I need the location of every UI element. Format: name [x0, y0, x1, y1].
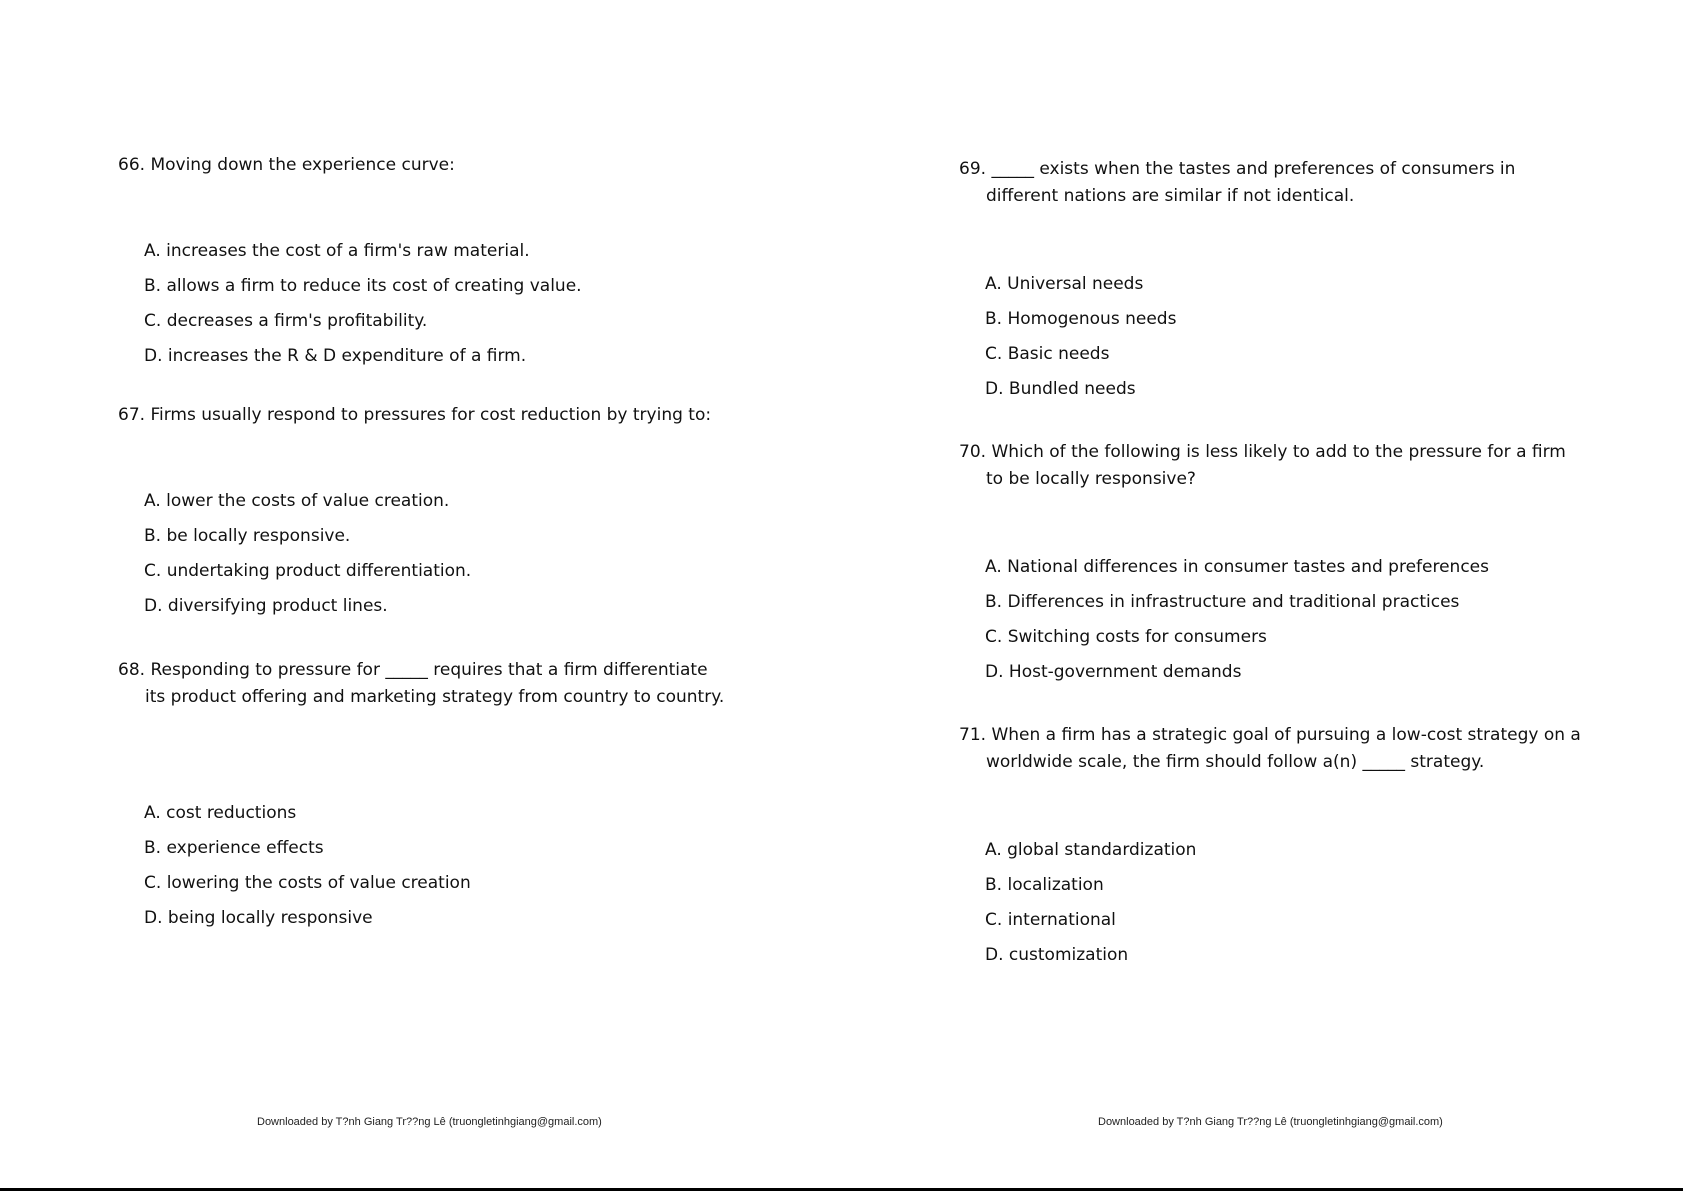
option-d[interactable] [144, 907, 373, 929]
option-a[interactable] [144, 802, 296, 824]
option-text: customization [1008, 945, 1129, 965]
question-69 [959, 156, 1599, 399]
option-text: localization [1007, 875, 1104, 895]
option-text: National differences in consumer tastes and preferences [1007, 557, 1489, 577]
option-text: experience effects [166, 838, 324, 858]
option-text: undertaking product differentiation. [166, 561, 472, 581]
option-letter: C. [985, 910, 1003, 930]
option-d[interactable] [985, 661, 1241, 683]
download-footer-right: Downloaded by T?nh Giang Tr??ng Lê (truongletinhgiang@gmail.com) [1098, 1116, 1443, 1128]
option-letter: A. [985, 557, 1002, 577]
option-text: Basic needs [1007, 344, 1110, 364]
option-text: Universal needs [1007, 274, 1144, 294]
option-letter: A. [985, 274, 1002, 294]
option-letter: C. [144, 311, 162, 331]
question-text: _____ exists when the tastes and preferences of consumers in different nations are similar if not identical. [986, 159, 1516, 206]
option-letter: C. [144, 873, 162, 893]
question-stem [959, 156, 1546, 210]
option-d[interactable] [985, 944, 1128, 966]
question-text: Which of the following is less likely to add to the pressure for a firm to be locally responsive? [986, 442, 1566, 489]
option-text: international [1007, 910, 1116, 930]
option-a[interactable] [144, 240, 530, 262]
option-letter: B. [144, 838, 162, 858]
question-number: 70. [959, 442, 987, 462]
question-stem [959, 722, 1606, 776]
option-c[interactable] [144, 310, 427, 332]
option-b[interactable] [144, 275, 582, 297]
question-number: 71. [959, 725, 987, 745]
question-number: 66. [118, 155, 146, 175]
option-b[interactable] [985, 591, 1459, 613]
option-d[interactable] [144, 595, 388, 617]
option-text: global standardization [1007, 840, 1197, 860]
option-a[interactable] [985, 556, 1489, 578]
option-text: lowering the costs of value creation [166, 873, 471, 893]
question-70 [959, 439, 1599, 682]
option-a[interactable] [985, 839, 1196, 861]
option-letter: C. [144, 561, 162, 581]
question-stem [959, 439, 1586, 493]
option-text: Differences in infrastructure and traditional practices [1007, 592, 1460, 612]
option-text: lower the costs of value creation. [166, 491, 450, 511]
option-letter: C. [985, 627, 1003, 647]
question-71 [959, 722, 1599, 965]
question-number: 69. [959, 159, 987, 179]
option-text: be locally responsive. [166, 526, 351, 546]
question-number: 67. [118, 405, 146, 425]
option-c[interactable] [144, 560, 471, 582]
option-c[interactable] [985, 343, 1109, 365]
question-text: Responding to pressure for _____ requires that a firm differentiate its product offering and marketing strategy from country to country. [145, 660, 725, 707]
option-letter: A. [985, 840, 1002, 860]
question-text: Moving down the experience curve: [150, 155, 455, 175]
option-text: Homogenous needs [1007, 309, 1177, 329]
option-letter: B. [985, 592, 1003, 612]
option-letter: B. [985, 309, 1003, 329]
option-c[interactable] [985, 909, 1116, 931]
question-text: Firms usually respond to pressures for cost reduction by trying to: [150, 405, 712, 425]
option-text: cost reductions [166, 803, 297, 823]
option-d[interactable] [985, 378, 1136, 400]
question-text: When a firm has a strategic goal of pursuing a low-cost strategy on a worldwide scale, the firm should follow a(n) _____ strategy. [986, 725, 1581, 772]
option-text: increases the cost of a firm's raw material. [166, 241, 530, 261]
question-stem [118, 152, 745, 179]
option-letter: B. [144, 276, 162, 296]
option-letter: A. [144, 491, 161, 511]
option-text: Bundled needs [1008, 379, 1136, 399]
option-letter: B. [985, 875, 1003, 895]
option-a[interactable] [985, 273, 1143, 295]
option-letter: D. [985, 662, 1004, 682]
option-letter: B. [144, 526, 162, 546]
option-letter: D. [985, 379, 1004, 399]
option-text: Switching costs for consumers [1007, 627, 1267, 647]
option-letter: A. [144, 241, 161, 261]
option-text: decreases a firm's profitability. [166, 311, 428, 331]
question-stem [118, 657, 725, 711]
option-b[interactable] [144, 837, 324, 859]
question-number: 68. [118, 660, 146, 680]
option-text: allows a firm to reduce its cost of creating value. [166, 276, 582, 296]
option-letter: D. [144, 346, 163, 366]
question-67 [118, 402, 718, 616]
question-66 [118, 152, 718, 366]
option-text: Host-government demands [1008, 662, 1242, 682]
option-text: diversifying product lines. [167, 596, 388, 616]
download-footer-left: Downloaded by T?nh Giang Tr??ng Lê (truongletinhgiang@gmail.com) [257, 1116, 602, 1128]
option-a[interactable] [144, 490, 449, 512]
option-c[interactable] [985, 626, 1267, 648]
option-letter: D. [144, 908, 163, 928]
question-stem [118, 402, 745, 429]
option-letter: C. [985, 344, 1003, 364]
option-b[interactable] [144, 525, 350, 547]
question-68 [118, 657, 725, 928]
option-letter: A. [144, 803, 161, 823]
option-letter: D. [144, 596, 163, 616]
option-c[interactable] [144, 872, 471, 894]
option-d[interactable] [144, 345, 526, 367]
option-b[interactable] [985, 874, 1104, 896]
option-letter: D. [985, 945, 1004, 965]
option-text: being locally responsive [167, 908, 373, 928]
option-b[interactable] [985, 308, 1176, 330]
option-text: increases the R & D expenditure of a firm. [167, 346, 527, 366]
